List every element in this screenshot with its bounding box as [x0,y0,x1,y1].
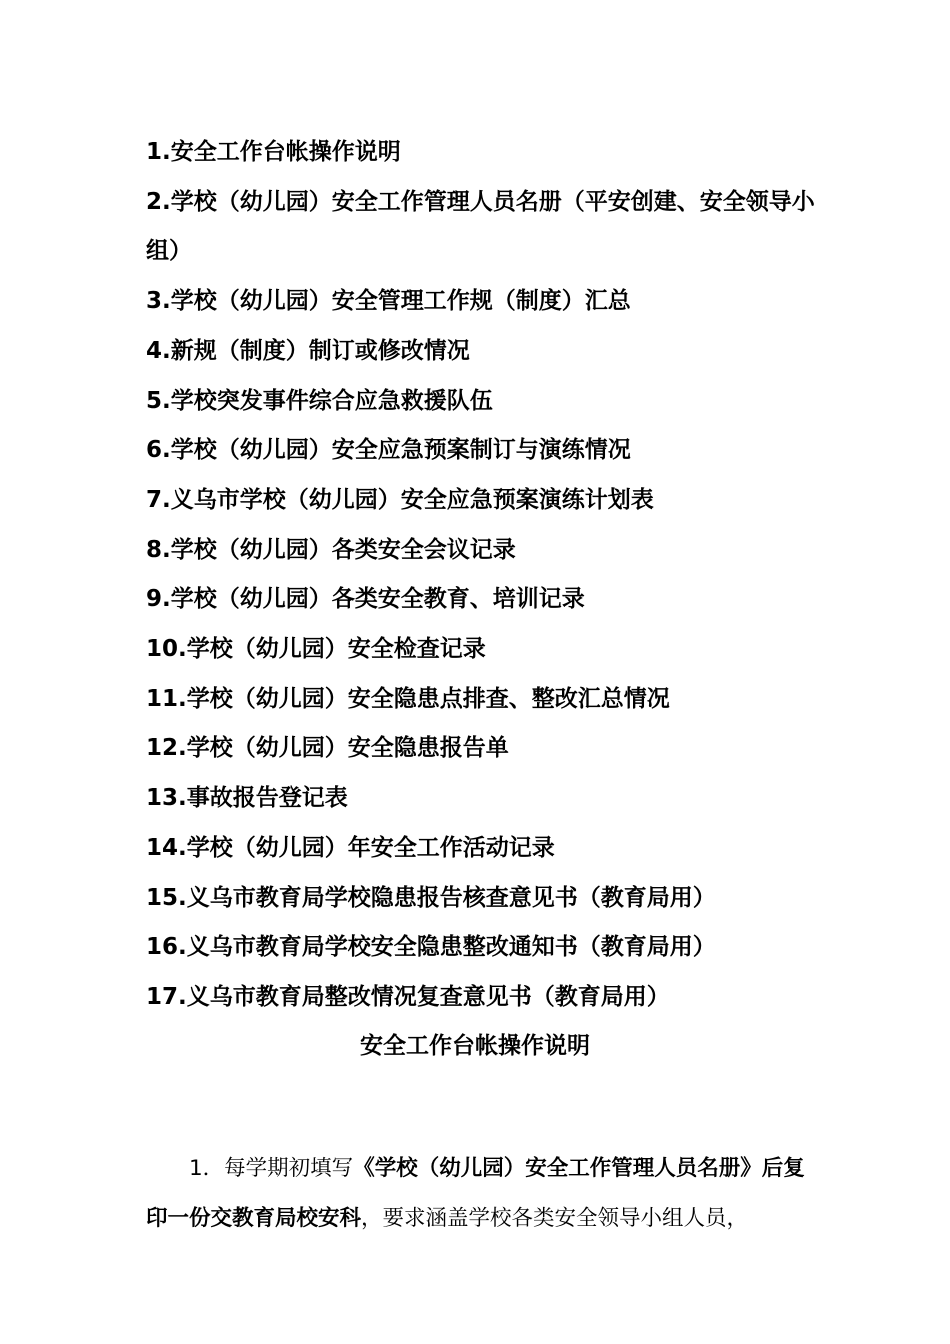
toc-item: 5.学校突发事件综合应急救援队伍 [146,387,493,414]
toc-item: 6.学校（幼儿园）安全应急预案制订与演练情况 [146,437,631,464]
toc-item: 14.学校（幼儿园）年安全工作活动记录 [146,834,555,861]
toc-item: 12.学校（幼儿园）安全隐患报告单 [146,735,509,762]
paragraph-suffix: ，要求涵盖学校各类安全领导小组人员， [361,1205,749,1231]
toc-item: 11.学校（幼儿园）安全隐患点排查、整改汇总情况 [146,685,670,712]
toc-item: 3.学校（幼儿园）安全管理工作规（制度）汇总 [146,288,631,315]
toc-item: 10.学校（幼儿园）安全检查记录 [146,636,486,663]
toc-item: 17.义乌市教育局整改情况复查意见书（教育局用） [146,983,670,1010]
body-paragraph [146,1144,816,1244]
paragraph-prefix: 1．每学期初填写 [189,1155,354,1181]
table-of-contents [146,128,826,1023]
toc-item: 13.事故报告登记表 [146,785,348,812]
paragraph-emphasis: 《学校（幼儿园）安全工作管理人员名册》后复印一份交教育局校安科 [146,1155,805,1231]
toc-item: 2.学校（幼儿园）安全工作管理人员名册（平安创建、安全领导小组） [146,188,815,265]
toc-item: 4.新规（制度）制订或修改情况 [146,337,470,364]
toc-item: 7.义乌市学校（幼儿园）安全应急预案演练计划表 [146,486,654,513]
toc-item: 8.学校（幼儿园）各类安全会议记录 [146,536,516,563]
toc-item: 15.义乌市教育局学校隐患报告核查意见书（教育局用） [146,884,716,911]
toc-item: 16.义乌市教育局学校安全隐患整改通知书（教育局用） [146,934,716,961]
section-title: 安全工作台帐操作说明 [360,1033,590,1059]
toc-item: 1.安全工作台帐操作说明 [146,139,401,165]
toc-item: 9.学校（幼儿园）各类安全教育、培训记录 [146,586,585,613]
